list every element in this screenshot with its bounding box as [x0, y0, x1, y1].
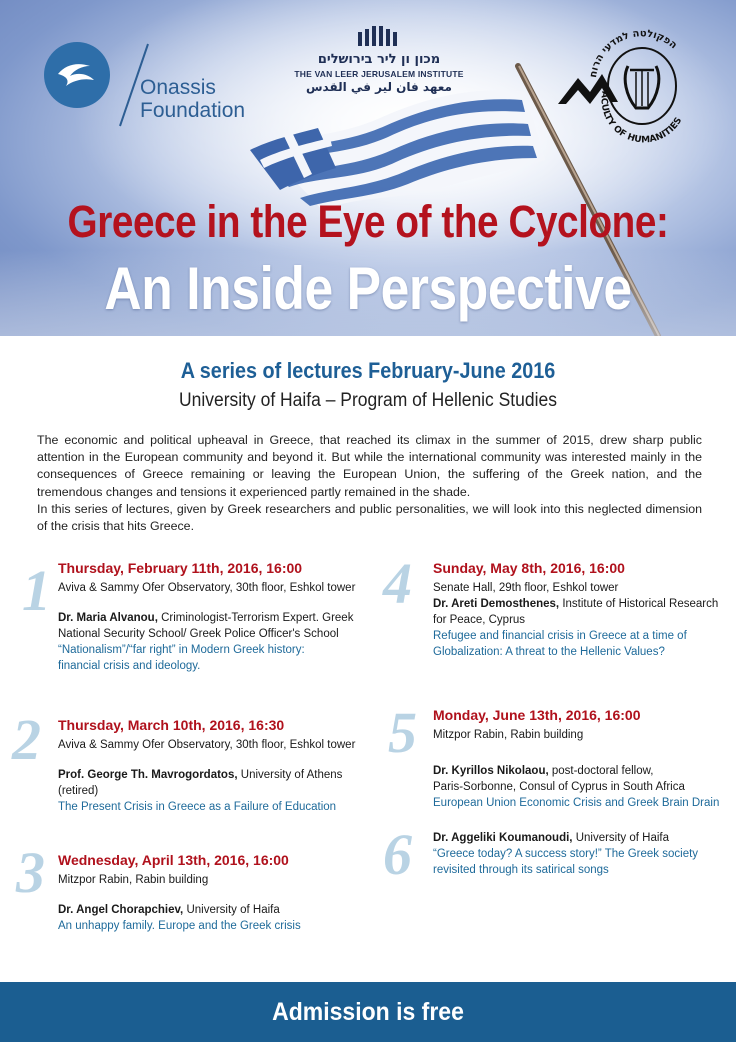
- lecture-number-2: 2: [12, 707, 41, 772]
- lecture-3: [58, 851, 378, 934]
- onassis-name: Onassis: [140, 76, 216, 99]
- speaker-affiliation: post-doctoral fellow,: [548, 765, 654, 777]
- lecture-speaker: [433, 763, 733, 779]
- speaker-affiliation-line-2: National Security School/ Greek Police Officer's School: [58, 628, 339, 640]
- lecture-6: [433, 830, 733, 878]
- onassis-foundation-logo: [44, 40, 254, 130]
- faculty-of-humanities-logo: [556, 16, 716, 156]
- humanities-hebrew-name: הפקולטה למדעי הרוח: [587, 28, 679, 79]
- lecture-date: Sunday, May 8th, 2016, 16:00: [433, 560, 625, 576]
- lecture-date: Thursday, March 10th, 2016, 16:30: [58, 717, 285, 733]
- speaker-affiliation-line-2: (retired): [58, 785, 99, 797]
- onassis-foundation-word: Foundation: [140, 99, 246, 122]
- van-leer-hebrew-name: מכון ון ליר בירושלים: [317, 52, 441, 67]
- title-line-1: Greece in the Eye of the Cyclone:: [67, 196, 669, 247]
- title-line-2: An Inside Perspective: [104, 255, 632, 322]
- hero-banner: [0, 0, 736, 336]
- lecture-4: [433, 559, 733, 660]
- lecture-topic-line-2: Globalization: A threat to the Hellenic Values?: [433, 646, 665, 658]
- speaker-name: Dr. Maria Alvanou,: [58, 612, 158, 624]
- lecture-venue: Aviva & Sammy Ofer Observatory, 30th floor, Eshkol tower: [58, 582, 356, 594]
- lecture-date: Monday, June 13th, 2016, 16:00: [433, 707, 641, 723]
- speaker-name: Dr. Kyrillos Nikolaou,: [433, 765, 549, 777]
- intro-paragraph-1: The economic and political upheaval in Greece, that reached its climax in the summer of 2015, drew sharp public attention in the European community and beyond it. But while the international community was interested mainly in the consequences of Greece remaining or leaving the European Union, the suffering of the Greek nation, and the tremendous changes and tensions it experienced partly remained in the shade.: [37, 433, 702, 499]
- lecture-date: Thursday, February 11th, 2016, 16:00: [58, 560, 303, 576]
- lecture-speaker: [58, 610, 378, 626]
- onassis-emblem-icon: [44, 42, 110, 108]
- lecture-venue: Mitzpor Rabin, Rabin building: [58, 874, 209, 886]
- speaker-affiliation: University of Athens: [237, 769, 343, 781]
- lecture-topic-line-1: European Union Economic Crisis and Greek Brain Drain: [433, 797, 720, 809]
- lecture-venue: Mitzpor Rabin, Rabin building: [433, 729, 584, 741]
- speaker-affiliation: Criminologist-Terrorism Expert. Greek: [157, 612, 354, 624]
- lecture-number-4: 4: [383, 551, 412, 616]
- admission-banner: [0, 982, 736, 1042]
- van-leer-emblem-icon: [356, 24, 402, 48]
- lecture-venue: Senate Hall, 29th floor, Eshkol tower: [433, 582, 619, 594]
- speaker-affiliation: Institute of Historical Research: [559, 598, 719, 610]
- van-leer-institute-logo: [294, 24, 464, 124]
- lecture-topic-line-1: The Present Crisis in Greece as a Failure of Education: [58, 801, 337, 813]
- lecture-speaker: [58, 767, 378, 783]
- speaker-affiliation: University of Haifa: [183, 904, 280, 916]
- speaker-affiliation: University of Haifa: [572, 832, 670, 844]
- lecture-topic-line-1: An unhappy family. Europe and the Greek crisis: [58, 920, 301, 932]
- van-leer-arabic-name: معهد فان لير في القدس: [306, 80, 452, 94]
- lecture-2: [58, 716, 378, 815]
- speaker-name: Dr. Angel Chorapchiev,: [58, 904, 184, 916]
- intro-text: [37, 432, 702, 535]
- lecture-topic-line-2: financial crisis and ideology.: [58, 660, 201, 672]
- lecture-number-6: 6: [383, 822, 412, 887]
- lecture-speaker: [58, 902, 378, 918]
- lecture-1: [58, 559, 378, 674]
- lecture-number-3: 3: [16, 840, 45, 905]
- series-heading: A series of lectures February-June 2016: [180, 358, 556, 383]
- lecture-venue: Aviva & Sammy Ofer Observatory, 30th floor, Eshkol tower: [58, 739, 356, 751]
- van-leer-english-name: THE VAN LEER JERUSALEM INSTITUTE: [294, 69, 464, 79]
- lecture-topic-line-1: “Greece today? A success story!” The Greek society: [433, 848, 699, 860]
- lecture-speaker: [433, 596, 733, 612]
- speaker-name: Dr. Areti Demosthenes,: [433, 598, 560, 610]
- humanities-english-name: FACULTY OF HUMANITIES: [598, 85, 685, 146]
- intro-paragraph-2: In this series of lectures, given by Greek researchers and public personalities, we will look into this neglected dimension of the crisis that hits Greece.: [37, 501, 702, 534]
- lecture-topic-line-1: “Nationalism”/“far right” in Modern Greek history:: [58, 644, 305, 656]
- speaker-affiliation-line-2: Paris-Sorbonne, Consul of Cyprus in South Africa: [433, 781, 685, 793]
- admission-text: Admission is free: [272, 998, 464, 1026]
- lecture-topic-line-1: Refugee and financial crisis in Greece at a time of: [433, 630, 687, 642]
- lecture-number-1: 1: [22, 558, 51, 623]
- lecture-topic-line-2: revisited through its satirical songs: [433, 864, 609, 876]
- lecture-number-5: 5: [388, 700, 417, 765]
- speaker-name: Prof. George Th. Mavrogordatos,: [58, 769, 238, 781]
- speaker-name: Dr. Aggeliki Koumanoudi,: [433, 832, 573, 844]
- lecture-speaker: [433, 830, 733, 846]
- lecture-date: Wednesday, April 13th, 2016, 16:00: [58, 852, 289, 868]
- program-heading: University of Haifa – Program of Hellenic Studies: [179, 390, 557, 411]
- lecture-5: [433, 706, 733, 811]
- speaker-affiliation-line-2: for Peace, Cyprus: [433, 614, 526, 626]
